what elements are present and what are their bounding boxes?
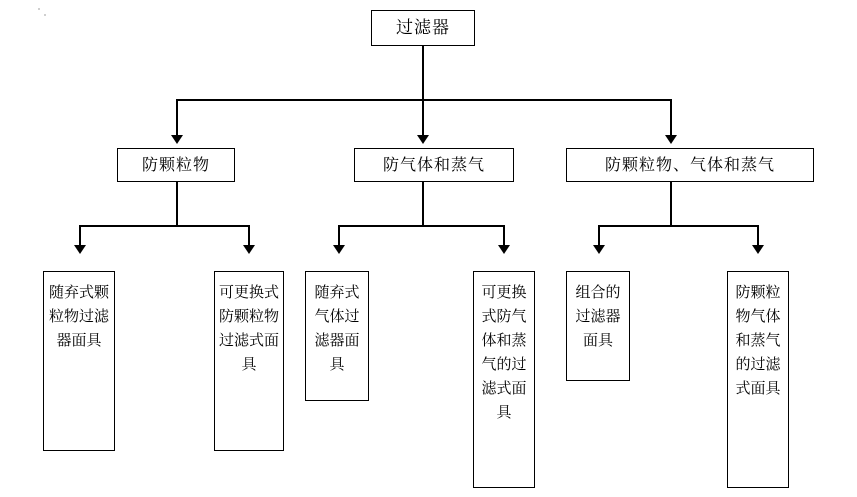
connector-drop-2: [422, 99, 424, 137]
connector-b1-drop-1: [79, 225, 81, 247]
node-root-label: 过滤器: [396, 18, 450, 38]
arrow-down-icon: [74, 245, 86, 254]
speck-dot: [44, 14, 46, 16]
connector-root-stem: [422, 46, 424, 100]
node-leaf-2-label: 可更换式防颗粒物过滤式面具: [219, 283, 280, 373]
node-level2-1-label: 防颗粒物: [141, 155, 210, 174]
connector-bus-level2: [176, 99, 672, 101]
node-level2-3: [566, 148, 814, 182]
node-leaf-3: [305, 271, 369, 401]
speck-dot: [38, 8, 40, 10]
node-leaf-6-label: 防颗粒物气体和蒸气的过滤式面具: [735, 283, 781, 397]
node-leaf-5-label: 组合的过滤器面具: [575, 283, 621, 349]
connector-b1-bus: [79, 225, 250, 227]
connector-b3-stem: [670, 182, 672, 226]
node-leaf-3-label: 随弃式气体过滤器面具: [314, 283, 360, 373]
arrow-down-icon: [417, 135, 429, 144]
node-level2-2-label: 防气体和蒸气: [382, 155, 485, 174]
node-leaf-2: [214, 271, 284, 451]
node-leaf-1: [43, 271, 115, 451]
connector-b2-bus: [338, 225, 505, 227]
arrow-down-icon: [593, 245, 605, 254]
arrow-down-icon: [171, 135, 183, 144]
node-level2-3-label: 防颗粒物、气体和蒸气: [604, 155, 775, 174]
connector-b3-drop-2: [757, 225, 759, 247]
node-leaf-4-label: 可更换式防气体和蒸气的过滤式面具: [481, 283, 527, 421]
connector-b1-drop-2: [248, 225, 250, 247]
node-leaf-4: [473, 271, 535, 488]
connector-b2-drop-1: [338, 225, 340, 247]
connector-b2-drop-2: [503, 225, 505, 247]
arrow-down-icon: [498, 245, 510, 254]
node-leaf-1-label: 随弃式颗粒物过滤器面具: [48, 283, 109, 349]
connector-drop-3: [670, 99, 672, 137]
arrow-down-icon: [243, 245, 255, 254]
connector-b1-stem: [176, 182, 178, 226]
connector-b3-drop-1: [598, 225, 600, 247]
arrow-down-icon: [333, 245, 345, 254]
arrow-down-icon: [665, 135, 677, 144]
connector-drop-1: [176, 99, 178, 137]
node-root: [371, 10, 475, 46]
arrow-down-icon: [752, 245, 764, 254]
node-level2-1: [117, 148, 235, 182]
node-leaf-5: [566, 271, 630, 381]
connector-b2-stem: [422, 182, 424, 226]
node-level2-2: [354, 148, 514, 182]
connector-b3-bus: [598, 225, 759, 227]
node-leaf-6: [727, 271, 789, 488]
